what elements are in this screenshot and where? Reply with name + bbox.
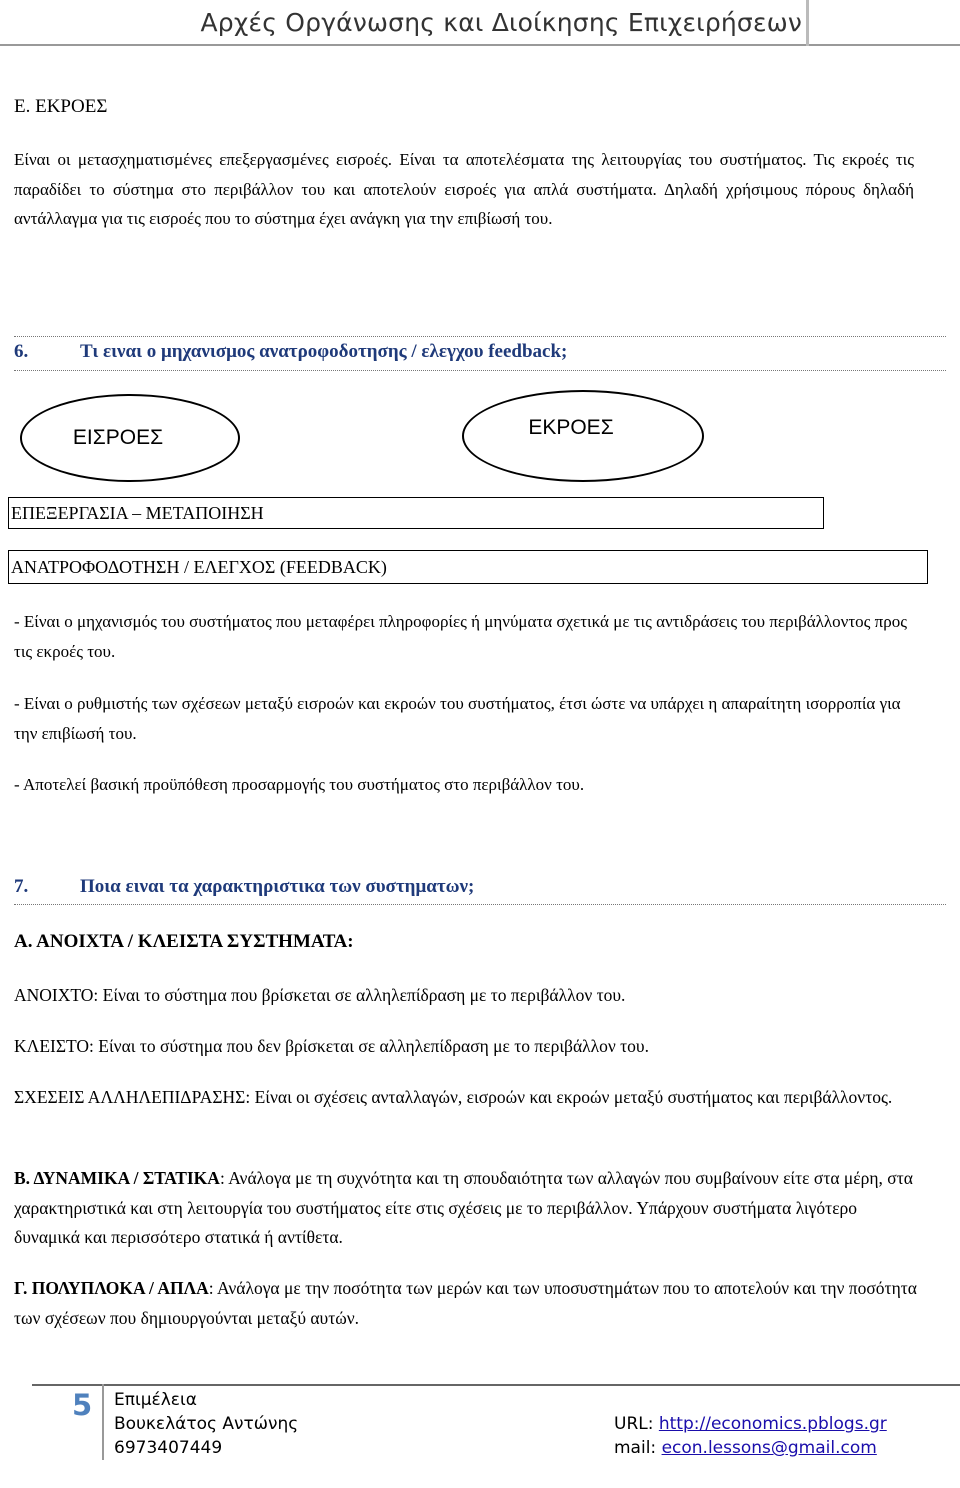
footer-contacts [614, 1412, 887, 1460]
question-6-bottom-rule [14, 370, 946, 371]
footer-url-label: URL: [614, 1414, 659, 1434]
open-system-definition [14, 981, 919, 1011]
question-7-rule [14, 904, 946, 905]
footer-mail-line [614, 1436, 887, 1460]
footer-credits [114, 1388, 298, 1460]
question-6 [14, 341, 567, 363]
footer-phone: 6973407449 [114, 1438, 223, 1458]
closed-system-definition [14, 1032, 919, 1062]
outputs-ellipse [462, 390, 704, 482]
section-c-paragraph [14, 1274, 919, 1333]
feedback-point-1 [14, 607, 920, 666]
section-e-text: Είναι οι μετασχηματισμένες επεξεργασμένες εισροές. Είναι τα αποτελέσματα της λειτουργίας του συστήματος. Τις εκροές τις παραδίδει το σύστημα στο περιβάλλον του και αποτελούν εισροές για απλά συστήματα. Δηλαδή χρήσιμους πόρους δηλαδή αντάλλαγμα για τις εισροές που το σύστημα έχει ανάγκη για την επιβίωσή του. [14, 150, 914, 228]
section-c-term: Γ. ΠΟΛΥΠΛΟΚΑ / ΑΠΛΑ [14, 1278, 209, 1298]
relations-definition [14, 1083, 919, 1113]
open-term: ΑΝΟΙΧΤΟ [14, 985, 94, 1005]
inputs-label: ΕΙΣΡΟΕΣ [72, 426, 164, 449]
footer-edited-label: Επιμέλεια [114, 1390, 197, 1410]
footer-mail-link[interactable]: econ.lessons@gmail.com [661, 1438, 877, 1458]
question-6-top-rule [14, 336, 946, 337]
section-a-heading: Α. ΑΝΟΙΧΤΑ / ΚΛΕΙΣΤΑ ΣΥΣΤΗΜΑΤΑ: [14, 931, 354, 952]
feedback-box [8, 550, 928, 584]
feedback-point-3-text: - Αποτελεί βασική προϋπόθεση προσαρμογής του συστήματος στο περιβάλλον του. [14, 775, 585, 794]
header-vertical-divider [806, 0, 809, 46]
footer-author: Βουκελάτος Αντώνης [114, 1414, 299, 1434]
section-c-def: : Ανάλογα με την ποσότητα των μερών και των υποσυστημάτων που το αποτελούν και την ποσότητα των σχέσεων που δημιουργούνται μεταξύ αυτών. [14, 1278, 917, 1328]
footer-url-line [614, 1412, 887, 1436]
section-b-term: Β. ΔΥΝΑΜΙΚΑ / ΣΤΑΤΙΚΑ [14, 1168, 220, 1188]
processing-box [8, 497, 824, 529]
footer-mail-label: mail: [614, 1438, 662, 1458]
feedback-point-3 [14, 770, 920, 800]
footer-divider [32, 1384, 960, 1386]
header-divider [0, 44, 960, 46]
open-def: : Είναι το σύστημα που βρίσκεται σε αλληλεπίδραση με το περιβάλλον του. [93, 985, 626, 1005]
page-number: 5 [72, 1388, 93, 1422]
section-b-def: : Ανάλογα με τη συχνότητα και τη σπουδαιότητα των αλλαγών που συμβαίνουν είτε στα μέρη, στα χαρακτηριστικά και στη λειτουργία του συστήματος είτε στις σχέσεις με το περιβάλλον. Υπάρχουν συστήματα λιγότερο δυναμικά και περισσότερο στατικά ή αντίθετα. [14, 1168, 913, 1247]
feedback-point-1-text: - Είναι ο μηχανισμός του συστήματος που μεταφέρει πληροφορίες ή μηνύματα σχετικά με τις αντιδράσεις του περιβάλλοντος προς τις εκροές του. [14, 612, 907, 661]
section-e-heading: Ε. ΕΚΡΟΕΣ [14, 96, 108, 117]
closed-def: : Είναι το σύστημα που δεν βρίσκεται σε αλληλεπίδραση με το περιβάλλον του. [89, 1036, 649, 1056]
closed-term: ΚΛΕΙΣΤΟ [14, 1036, 90, 1056]
question-6-number: 6. [14, 341, 29, 362]
feedback-point-2 [14, 689, 920, 748]
relations-term: ΣΧΕΣΕΙΣ ΑΛΛΗΛΕΠΙΔΡΑΣΗΣ [14, 1087, 246, 1107]
question-6-text: Τι ειναι ο μηχανισμος ανατροφοδοτησης / ελεγχου feedback; [80, 341, 568, 362]
processing-label: ΕΠΕΞΕΡΓΑΣΙΑ – ΜΕΤΑΠΟΙΗΣΗ [11, 502, 264, 523]
outputs-label: ΕΚΡΟΕΣ [528, 416, 614, 439]
section-e-paragraph [14, 145, 914, 234]
question-7 [14, 876, 474, 898]
relations-def: : Είναι οι σχέσεις ανταλλαγών, εισροών και εκροών μεταξύ συστήματος και περιβάλλοντος. [245, 1087, 893, 1107]
inputs-ellipse [20, 394, 240, 482]
feedback-point-2-text: - Είναι ο ρυθμιστής των σχέσεων μεταξύ εισροών και εκροών του συστήματος, έτσι ώστε να υπάρχει η απαραίτητη ισορροπία για την επιβίωσή του. [14, 694, 901, 743]
document-header-title: Αρχές Οργάνωσης και Διοίκησης Επιχειρήσεων [200, 8, 802, 37]
question-7-text: Ποια ειναι τα χαρακτηριστικα των συστηματων; [80, 876, 475, 897]
section-b-paragraph [14, 1164, 919, 1253]
footer-url-link[interactable]: http://economics.pblogs.gr [658, 1414, 887, 1434]
footer-vertical-divider [102, 1384, 104, 1460]
feedback-label: ΑΝΑΤΡΟΦΟΔΟΤΗΣΗ / ΕΛΕΓΧΟΣ (FEEDBACK) [11, 556, 387, 577]
question-7-number: 7. [14, 876, 29, 897]
